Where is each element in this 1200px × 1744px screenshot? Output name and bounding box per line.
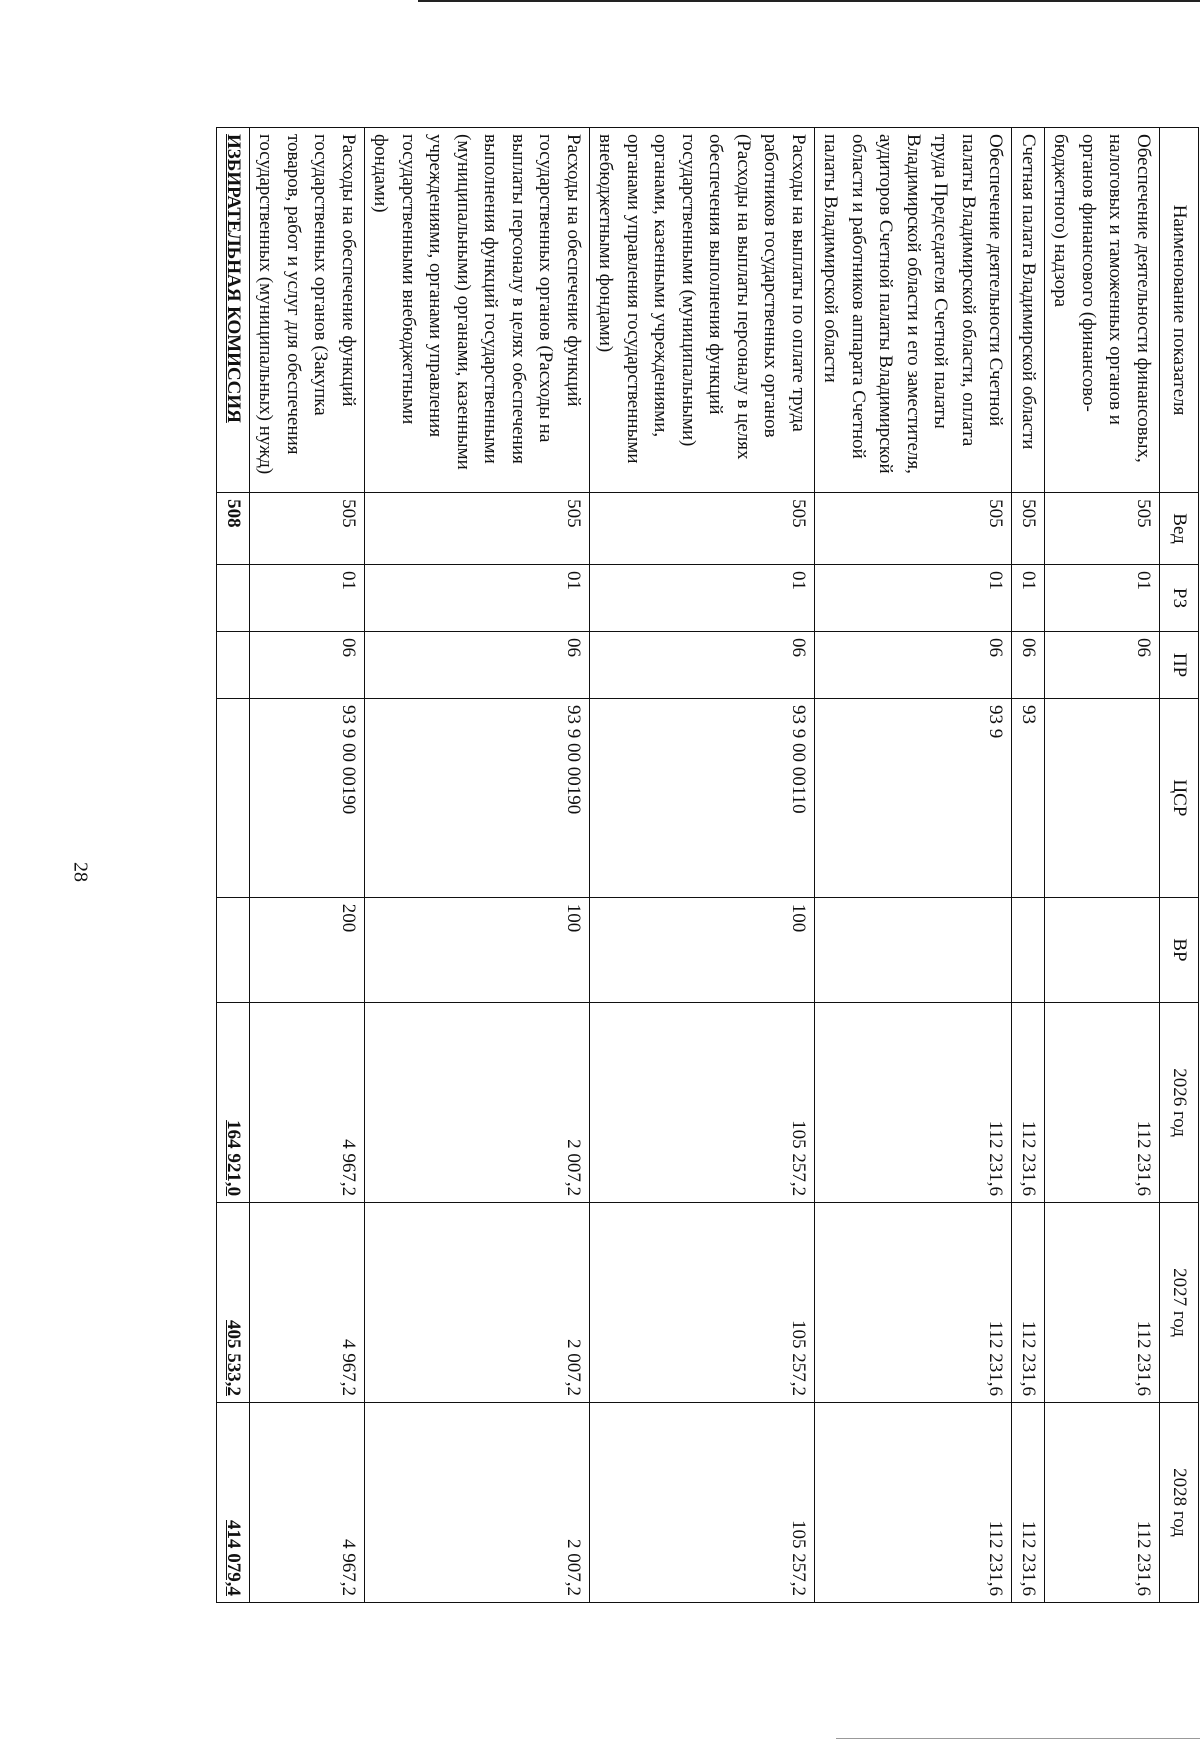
- header-2026: 2026 год: [1160, 1003, 1199, 1203]
- row-2027: 4 967,2: [250, 1203, 365, 1403]
- table-row: [815, 128, 1013, 1603]
- row-2027: 112 231,6: [815, 1203, 1013, 1403]
- row-2028: 112 231,6: [815, 1403, 1013, 1603]
- row-csr: [217, 699, 250, 898]
- row-csr: 93: [1012, 699, 1045, 898]
- budget-table: [217, 127, 1200, 1603]
- table-row: [250, 128, 365, 1603]
- row-ved: 505: [590, 493, 815, 565]
- row-ved: 505: [1045, 493, 1160, 565]
- row-2028: 105 257,2: [590, 1403, 815, 1603]
- header-pr: ПР: [1160, 632, 1199, 699]
- row-2027: 112 231,6: [1045, 1203, 1160, 1403]
- row-name: Обеспечение деятельности Счетной палаты Владимирской области, оплата труда Председателя Счетной палаты Владимирской области и его заместителя, аудиторов Счетной палаты Владимирской области и работников аппарата Счетной палаты Владимирской области: [815, 128, 1013, 493]
- row-csr: [1045, 699, 1160, 898]
- bottom-edge-line: [836, 1738, 1200, 1739]
- row-2027: 112 231,6: [1012, 1203, 1045, 1403]
- row-csr: 93 9 00 00190: [250, 699, 365, 898]
- row-vr: 100: [590, 897, 815, 1002]
- row-vr: [1012, 897, 1045, 1002]
- row-pr: 06: [1045, 632, 1160, 699]
- header-vr: ВР: [1160, 897, 1199, 1002]
- row-2027: 2 007,2: [365, 1203, 590, 1403]
- header-2028: 2028 год: [1160, 1403, 1199, 1603]
- row-rz: 01: [590, 564, 815, 631]
- row-pr: [217, 632, 250, 699]
- row-name: Счетная палата Владимирской области: [1012, 128, 1045, 493]
- header-csr: ЦСР: [1160, 699, 1199, 898]
- row-2026: 112 231,6: [1045, 1003, 1160, 1203]
- row-ved: 505: [365, 493, 590, 565]
- row-rz: 01: [1012, 564, 1045, 631]
- row-2028: 112 231,6: [1012, 1403, 1045, 1603]
- row-vr: [1045, 897, 1160, 1002]
- top-border-line: [418, 0, 1200, 2]
- page-number: 28: [69, 862, 92, 882]
- row-2026: 4 967,2: [250, 1003, 365, 1203]
- row-2026: 105 257,2: [590, 1003, 815, 1203]
- row-2026: 112 231,6: [815, 1003, 1013, 1203]
- row-rz: [217, 564, 250, 631]
- header-ved: Вед: [1160, 493, 1199, 565]
- row-pr: 06: [590, 632, 815, 699]
- row-pr: 06: [1012, 632, 1045, 699]
- table-row: [365, 128, 590, 1603]
- row-vr: [815, 897, 1013, 1002]
- row-2028: 112 231,6: [1045, 1403, 1160, 1603]
- row-pr: 06: [815, 632, 1013, 699]
- row-pr: 06: [250, 632, 365, 699]
- row-2026: 164 921,0: [217, 1003, 250, 1203]
- header-2027: 2027 год: [1160, 1203, 1199, 1403]
- row-vr: 100: [365, 897, 590, 1002]
- row-2027: 105 257,2: [590, 1203, 815, 1403]
- row-name: Расходы на обеспечение функций государственных органов (Закупка товаров, работ и услуг для обеспечения государственных (муниципальных) нужд): [250, 128, 365, 493]
- row-name: ИЗБИРАТЕЛЬНАЯ КОМИССИЯ: [217, 128, 250, 493]
- header-name: Наименование показателя: [1160, 128, 1199, 493]
- row-csr: 93 9 00 00110: [590, 699, 815, 898]
- row-ved: 508: [217, 493, 250, 565]
- row-ved: 505: [815, 493, 1013, 565]
- row-rz: 01: [815, 564, 1013, 631]
- table-row-total: [217, 128, 250, 1603]
- table-row: [1045, 128, 1160, 1603]
- row-2026: 2 007,2: [365, 1003, 590, 1203]
- row-name: Обеспечение деятельности финансовых, налоговых и таможенных органов и органов финансового (финансово-бюджетного) надзора: [1045, 128, 1160, 493]
- row-2028: 414 079,4: [217, 1403, 250, 1603]
- header-rz: РЗ: [1160, 564, 1199, 631]
- table-row: [1012, 128, 1045, 1603]
- table-header-row: [1160, 128, 1199, 1603]
- row-pr: 06: [365, 632, 590, 699]
- row-ved: 505: [1012, 493, 1045, 565]
- table-row: [590, 128, 815, 1603]
- row-csr: 93 9: [815, 699, 1013, 898]
- row-2026: 112 231,6: [1012, 1003, 1045, 1203]
- row-name: Расходы на выплаты по оплате труда работников государственных органов (Расходы на выплаты персоналу в целях обеспечения выполнения функций государственными (муниципальными) органами, казенными учреждениями, органами управления государственными внебюджетными фондами): [590, 128, 815, 493]
- row-csr: 93 9 00 00190: [365, 699, 590, 898]
- row-vr: 200: [250, 897, 365, 1002]
- row-rz: 01: [365, 564, 590, 631]
- row-vr: [217, 897, 250, 1002]
- row-2028: 2 007,2: [365, 1403, 590, 1603]
- row-ved: 505: [250, 493, 365, 565]
- row-2028: 4 967,2: [250, 1403, 365, 1603]
- row-2027: 405 533,2: [217, 1203, 250, 1403]
- row-rz: 01: [1045, 564, 1160, 631]
- row-name: Расходы на обеспечение функций государственных органов (Расходы на выплаты персоналу в целях обеспечения выполнения функций государственными (муниципальными) органами, казенными учреждениями, органами управления государственными внебюджетными фондами): [365, 128, 590, 493]
- row-rz: 01: [250, 564, 365, 631]
